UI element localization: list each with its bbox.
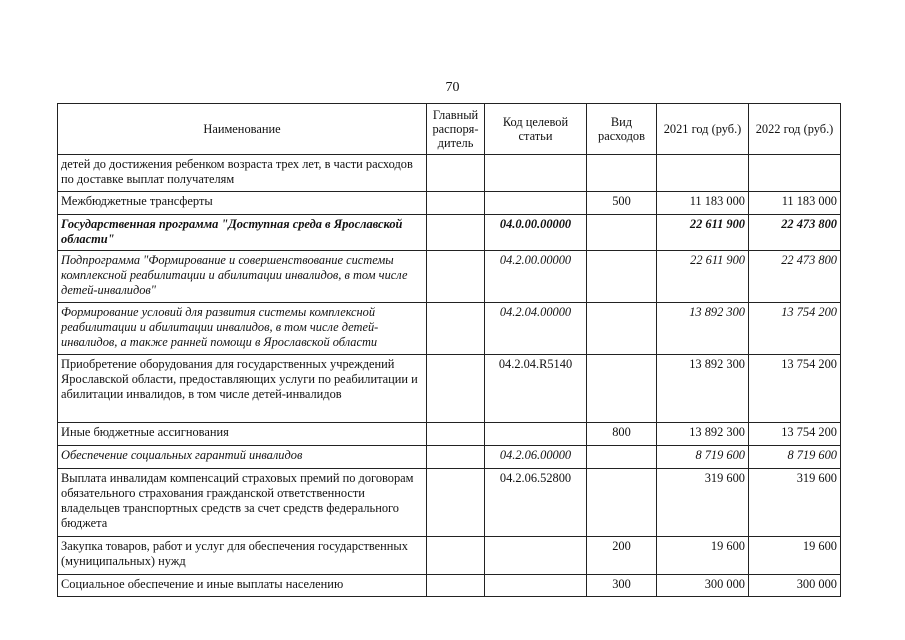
table-row: [58, 575, 841, 597]
col-header-2022: 2022 год (руб.): [749, 104, 841, 155]
table-row: [58, 423, 841, 446]
row-name: Выплата инвалидам компенсаций страховых премий по договорам обязательного страхования гражданской ответственности владельцев транспортных средств за счет средств федерального бюджета: [58, 469, 427, 537]
row-manager: [427, 575, 485, 597]
row-code: [485, 155, 587, 192]
row-2021: 8 719 600: [657, 446, 749, 469]
row-type: 300: [587, 575, 657, 597]
table-row: [58, 303, 841, 355]
header-row: [58, 104, 841, 155]
row-2021: 300 000: [657, 575, 749, 597]
row-name: Иные бюджетные ассигнования: [58, 423, 427, 446]
table-row: [58, 192, 841, 215]
row-2021: 11 183 000: [657, 192, 749, 215]
row-name: Межбюджетные трансферты: [58, 192, 427, 215]
row-code: 04.2.06.52800: [485, 469, 587, 537]
row-manager: [427, 355, 485, 423]
row-manager: [427, 446, 485, 469]
row-code: 04.2.04.00000: [485, 303, 587, 355]
row-2021: [657, 155, 749, 192]
row-manager: [427, 251, 485, 303]
row-2022: 13 754 200: [749, 423, 841, 446]
row-name: Закупка товаров, работ и услуг для обеспечения государственных (муниципальных) нужд: [58, 537, 427, 575]
row-name: Обеспечение социальных гарантий инвалидов: [58, 446, 427, 469]
row-manager: [427, 215, 485, 251]
row-type: [587, 469, 657, 537]
row-2022: 13 754 200: [749, 355, 841, 423]
table-row: [58, 469, 841, 537]
budget-table: [57, 103, 841, 597]
row-2022: 319 600: [749, 469, 841, 537]
row-manager: [427, 192, 485, 215]
row-code: [485, 575, 587, 597]
row-type: [587, 251, 657, 303]
row-2021: 13 892 300: [657, 423, 749, 446]
row-type: [587, 303, 657, 355]
row-manager: [427, 155, 485, 192]
row-type: 200: [587, 537, 657, 575]
table-row: [58, 251, 841, 303]
row-name: Подпрограмма "Формирование и совершенствование системы комплексной реабилитации и абилитации инвалидов, в том числе детей-инвалидов": [58, 251, 427, 303]
row-code: [485, 192, 587, 215]
row-manager: [427, 423, 485, 446]
col-header-name: Наименование: [58, 104, 427, 155]
row-2022: [749, 155, 841, 192]
row-code: [485, 537, 587, 575]
row-2021: 22 611 900: [657, 215, 749, 251]
table-row: [58, 215, 841, 251]
col-header-code: Код целевой статьи: [485, 104, 587, 155]
row-manager: [427, 303, 485, 355]
row-2022: 300 000: [749, 575, 841, 597]
row-2021: 319 600: [657, 469, 749, 537]
row-2022: 22 473 800: [749, 215, 841, 251]
row-2022: 19 600: [749, 537, 841, 575]
row-2021: 22 611 900: [657, 251, 749, 303]
row-manager: [427, 469, 485, 537]
table-row: [58, 155, 841, 192]
row-type: 500: [587, 192, 657, 215]
row-2022: 11 183 000: [749, 192, 841, 215]
row-2021: 19 600: [657, 537, 749, 575]
row-name: детей до достижения ребенком возраста трех лет, в части расходов по доставке выплат получателям: [58, 155, 427, 192]
row-type: 800: [587, 423, 657, 446]
row-2022: 22 473 800: [749, 251, 841, 303]
row-code: 04.2.04.R5140: [485, 355, 587, 423]
table-row: [58, 537, 841, 575]
col-header-2021: 2021 год (руб.): [657, 104, 749, 155]
row-type: [587, 355, 657, 423]
row-code: 04.0.00.00000: [485, 215, 587, 251]
table-row: [58, 446, 841, 469]
row-type: [587, 446, 657, 469]
row-name: Социальное обеспечение и иные выплаты населению: [58, 575, 427, 597]
col-header-manager: Главный распоря-дитель: [427, 104, 485, 155]
row-manager: [427, 537, 485, 575]
row-2021: 13 892 300: [657, 355, 749, 423]
row-name: Формирование условий для развития системы комплексной реабилитации и абилитации инвалидов, в том числе детей-инвалидов, а также ранней помощи в Ярославской области: [58, 303, 427, 355]
row-type: [587, 215, 657, 251]
row-code: 04.2.00.00000: [485, 251, 587, 303]
row-name: Приобретение оборудования для государственных учреждений Ярославской области, предоставляющих услуги по реабилитации и абилитации инвалидов, в том числе детей-инвалидов: [58, 355, 427, 423]
row-type: [587, 155, 657, 192]
col-header-type: Вид расходов: [587, 104, 657, 155]
row-2022: 13 754 200: [749, 303, 841, 355]
row-2022: 8 719 600: [749, 446, 841, 469]
row-code: [485, 423, 587, 446]
table-row: [58, 355, 841, 423]
page-number: 70: [445, 80, 460, 95]
row-2021: 13 892 300: [657, 303, 749, 355]
row-name: Государственная программа "Доступная среда в Ярославской области": [58, 215, 427, 251]
row-code: 04.2.06.00000: [485, 446, 587, 469]
